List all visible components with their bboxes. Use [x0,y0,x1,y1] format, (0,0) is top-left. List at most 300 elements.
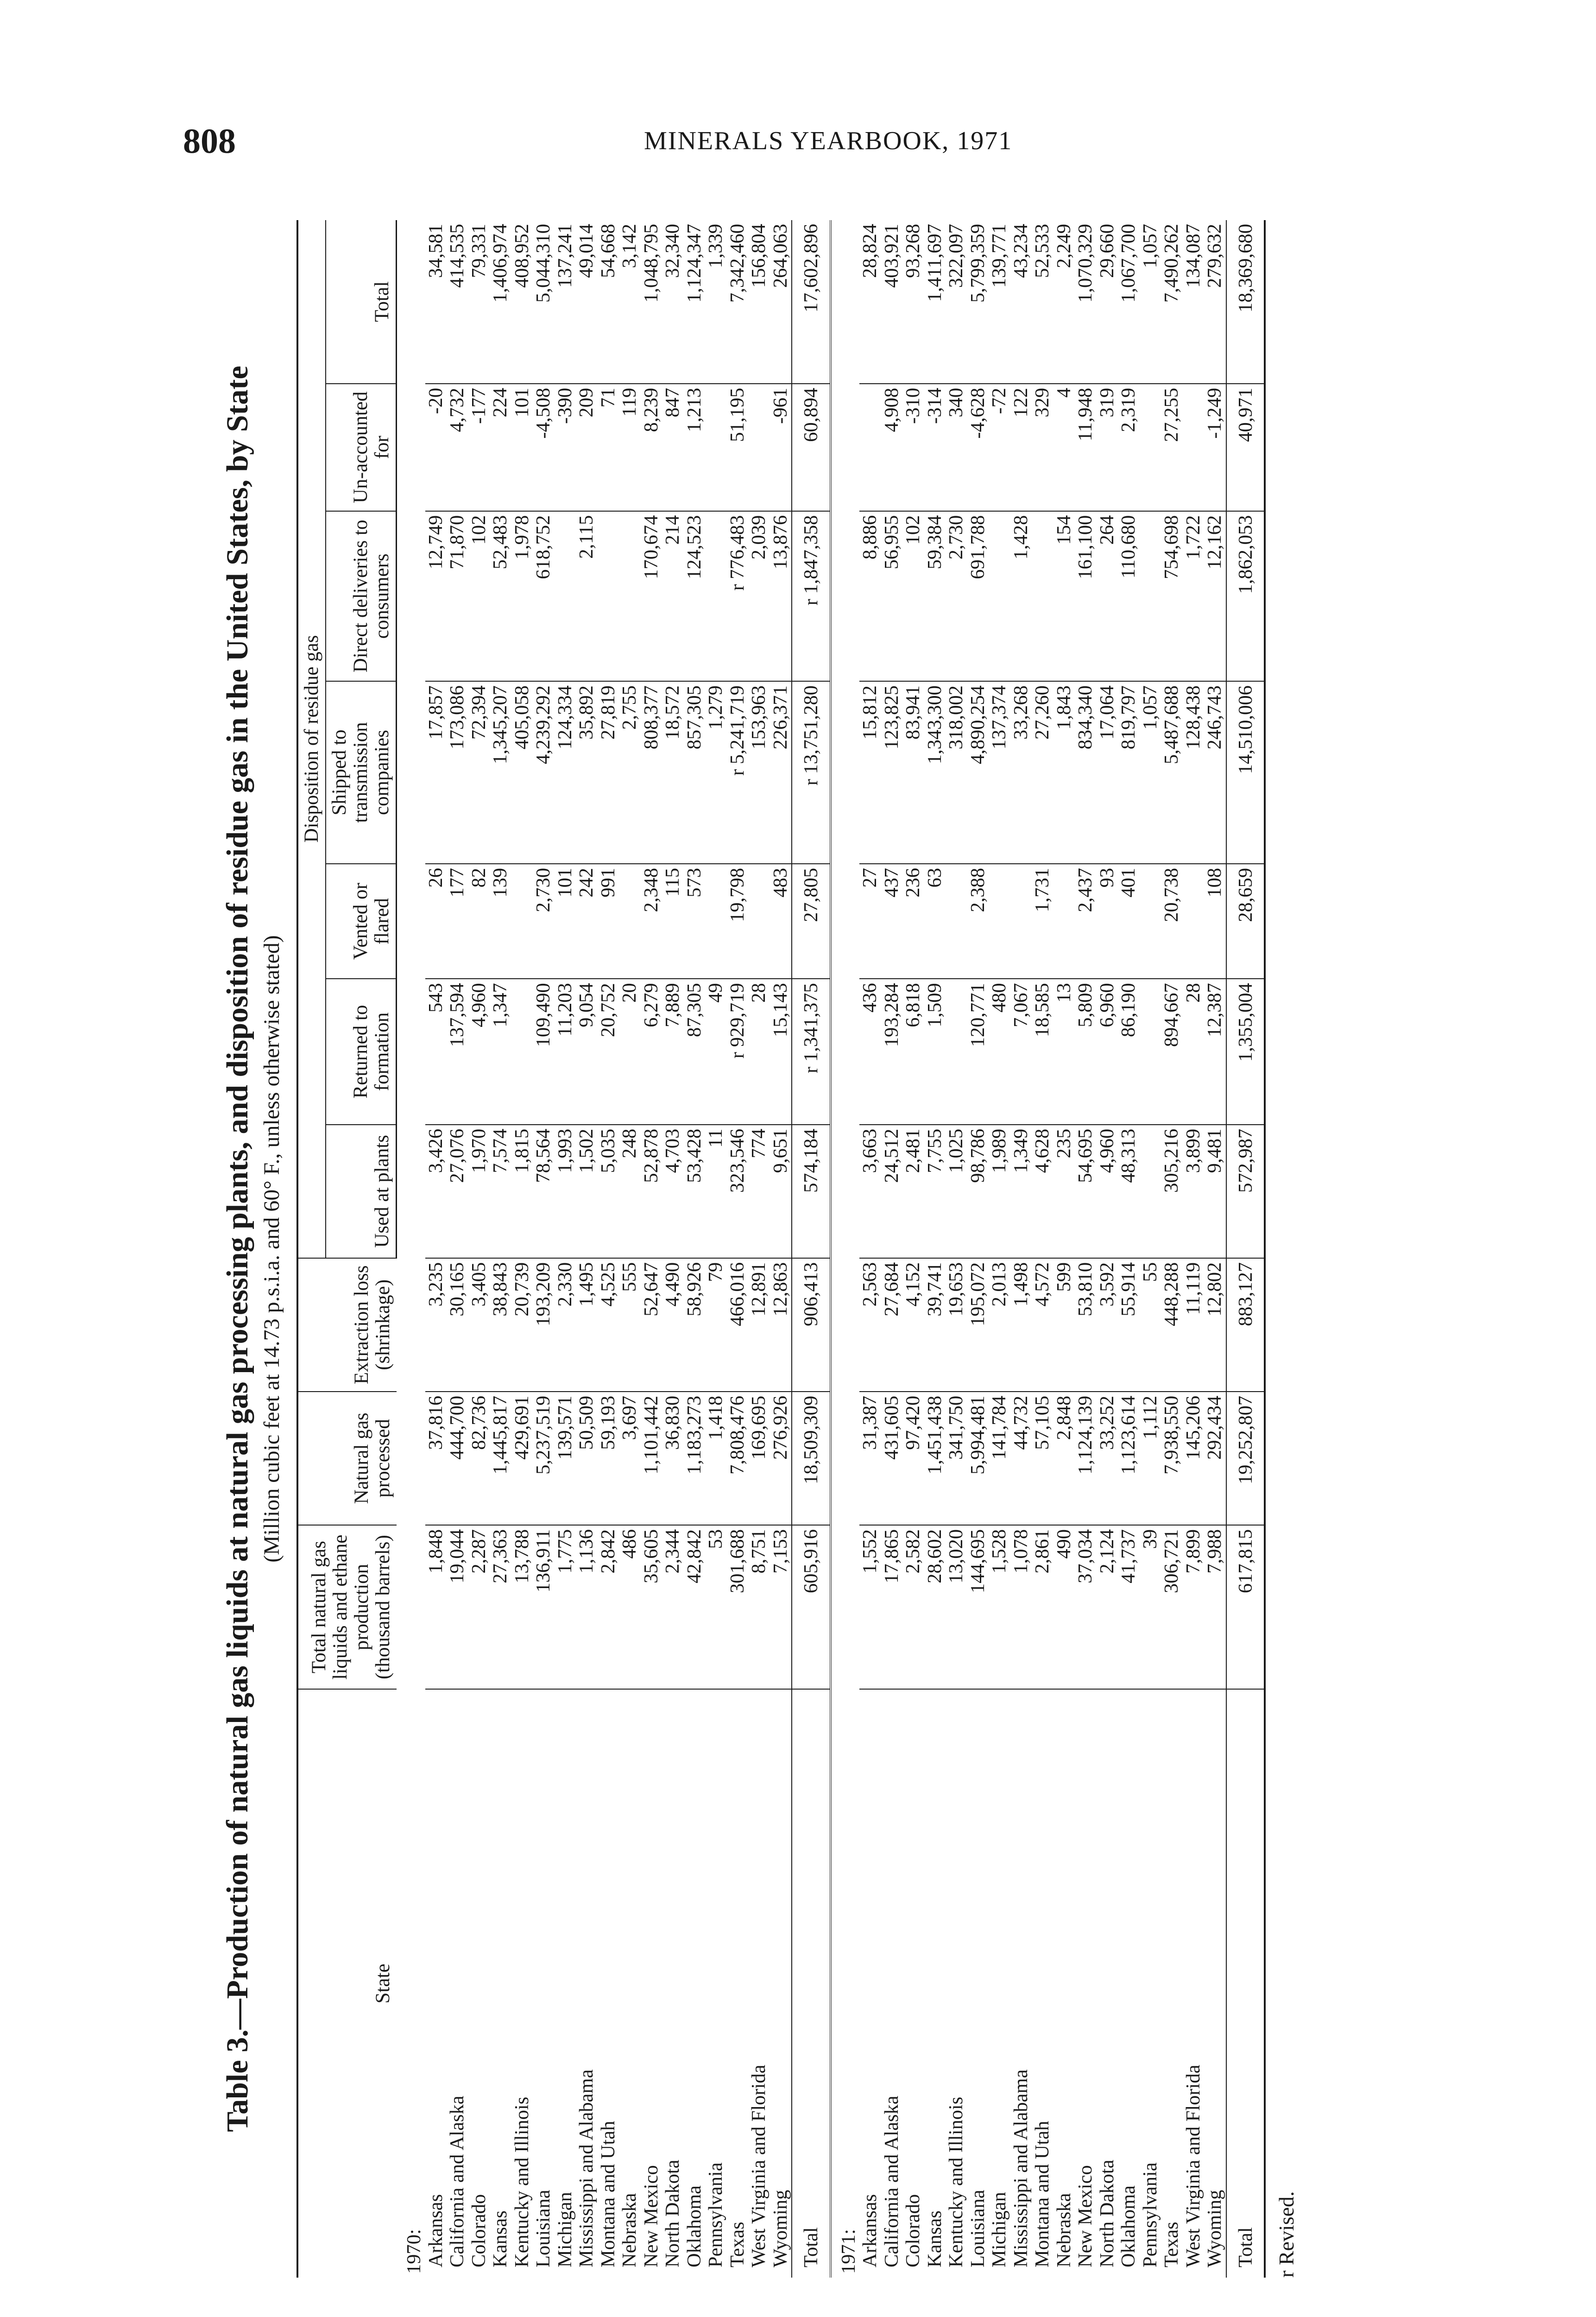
table-row [902,220,924,2278]
table-cell: 405,058 [511,681,533,864]
table-cell: 1,123,614 [1118,1392,1140,1525]
table-cell [748,864,770,979]
table-row [859,220,881,2278]
table-cell [989,864,1010,979]
header-returned: Returned to formation [326,979,397,1125]
state-name: Colorado [902,2194,924,2267]
table-cell: 59,193 [598,1392,619,1525]
table-cell: 54,695 [1075,1125,1097,1258]
table-cell [946,864,967,979]
table-cell: 341,750 [946,1392,967,1525]
table-cell [1140,511,1161,681]
table-cell: -314 [924,384,946,511]
total-cell: 18,509,309 [792,1392,831,1525]
total-cell: r 1,341,375 [792,979,831,1125]
table-cell: 44,732 [1010,1392,1032,1525]
table-cell: 2,755 [619,681,641,864]
table-cell: 1,070,329 [1075,220,1097,384]
table-cell: 52,483 [490,511,511,681]
table-cell: 248 [619,1125,641,1258]
table-cell: 86,190 [1118,979,1140,1125]
table-cell: 33,268 [1010,681,1032,864]
table-cell: 87,305 [684,979,706,1125]
table-cell: 4,960 [1097,1125,1118,1258]
header-used: Used at plants [326,1125,397,1258]
table-cell: 19,798 [727,864,749,979]
header-total: Total [326,220,397,384]
total-row [1226,220,1265,2278]
total-cell: 617,815 [1226,1525,1265,1689]
table-cell: 2,730 [946,511,967,681]
table-row [598,220,619,2278]
table-cell: 20,738 [1161,864,1183,979]
table-cell: 466,016 [727,1258,749,1392]
table-cell: 12,863 [770,1258,792,1392]
table-cell: 264,063 [770,220,792,384]
table-cell: 3,697 [619,1392,641,1525]
table-cell: 82 [468,864,490,979]
table-cell: 340 [946,384,967,511]
header-processed: Natural gas processed [297,1392,397,1525]
table-cell: 4,628 [1032,1125,1053,1258]
state-name: Colorado [467,2194,490,2267]
table-cell: 109,490 [533,979,555,1125]
table-row [641,220,662,2278]
total-cell: 906,413 [792,1258,831,1392]
table-cell: 93,268 [902,220,924,384]
year-label: 1971: [837,2229,859,2274]
header-extraction: Extraction loss (shrinkage) [297,1258,397,1392]
table-cell: 119 [619,384,641,511]
table-cell: 49,014 [576,220,598,384]
state-name: Mississippi and Alabama [1009,2069,1032,2267]
table-cell [1010,864,1032,979]
table-cell: 34,581 [425,220,447,384]
table-cell: 4,890,254 [967,681,989,864]
table-cell: 279,632 [1204,220,1226,384]
table-cell: 53 [705,1525,727,1689]
table-cell [705,384,727,511]
table-cell: 15,143 [770,979,792,1125]
table-cell: 137,374 [989,681,1010,864]
table-cell: 4,572 [1032,1258,1053,1392]
table-cell: 35,892 [576,681,598,864]
table-cell: 32,340 [662,220,684,384]
table-cell: 120,771 [967,979,989,1125]
table-cell: 27,684 [881,1258,903,1392]
table-cell: 55,914 [1118,1258,1140,1392]
table-cell: 7,490,262 [1161,220,1183,384]
table-cell: 39 [1140,1525,1161,1689]
table-cell: 1,445,817 [490,1392,511,1525]
table-cell: 5,487,688 [1161,681,1183,864]
table-cell: 110,680 [1118,511,1140,681]
state-name: Arkansas [859,2194,881,2267]
table-row [1053,220,1075,2278]
table-cell: 264 [1097,511,1118,681]
table-cell: -961 [770,384,792,511]
table-row [748,220,770,2278]
table-cell: 3,663 [859,1125,881,1258]
table-cell: 56,955 [881,511,903,681]
table-cell: 1,345,207 [490,681,511,864]
table-cell: 847 [662,384,684,511]
table-cell: 49 [705,979,727,1125]
table-cell: 28 [748,979,770,1125]
table-cell: 2,582 [902,1525,924,1689]
table-cell: 57,105 [1032,1392,1053,1525]
table-row [684,220,706,2278]
table-cell: 1,978 [511,511,533,681]
table-cell: 35,605 [641,1525,662,1689]
table-cell: 7,153 [770,1525,792,1689]
table-cell: 17,857 [425,681,447,864]
table-cell: 414,535 [447,220,468,384]
table-cell: 7,342,460 [727,220,749,384]
table-cell: 323,546 [727,1125,749,1258]
total-cell: 1,862,053 [1226,511,1265,681]
total-cell: r 1,847,358 [792,511,831,681]
table-cell [946,979,967,1125]
state-name: California and Alaska [880,2095,902,2267]
table-cell: -72 [989,384,1010,511]
table-cell: 33,252 [1097,1392,1118,1525]
table-cell: 2,842 [598,1525,619,1689]
total-cell: 572,987 [1226,1125,1265,1258]
table-cell: 71 [598,384,619,511]
table-cell: 82,736 [468,1392,490,1525]
table-cell: 28,602 [924,1525,946,1689]
table-cell: 4,703 [662,1125,684,1258]
table-cell: 1,406,974 [490,220,511,384]
table-cell: 1,124,139 [1075,1392,1097,1525]
total-cell: 605,916 [792,1525,831,1689]
table-cell: 13,876 [770,511,792,681]
table-cell: 17,865 [881,1525,903,1689]
table-cell: 156,804 [748,220,770,384]
header-shipped: Shipped to transmission companies [326,681,397,864]
table-cell: 54,668 [598,220,619,384]
total-cell: 17,602,896 [792,220,831,384]
table-cell: 12,802 [1204,1258,1226,1392]
total-row [792,220,831,2278]
table-cell: 7,889 [662,979,684,1125]
state-name: Pennsylvania [1139,2162,1161,2267]
state-name: New Mexico [640,2165,662,2267]
state-name: Kansas [489,2210,511,2267]
table-cell: 17,064 [1097,681,1118,864]
table-cell: 24,512 [881,1125,903,1258]
table-cell: 13 [1053,979,1075,1125]
table-cell: 51,195 [727,384,749,511]
table-cell: -390 [555,384,576,511]
table-cell: 1,428 [1010,511,1032,681]
table-cell: 4,152 [902,1258,924,1392]
table-cell: 5,799,359 [967,220,989,384]
table-cell [989,511,1010,681]
table-cell: 1,989 [989,1125,1010,1258]
table-cell: 12,387 [1204,979,1226,1125]
table-cell: -310 [902,384,924,511]
table-cell: 2,481 [902,1125,924,1258]
table-cell: 834,340 [1075,681,1097,864]
table-row [924,220,946,2278]
table-row [619,220,641,2278]
table-cell: 7,755 [924,1125,946,1258]
table-cell: 124,334 [555,681,576,864]
table-row [1075,220,1097,2278]
table-cell: 1,731 [1032,864,1053,979]
table-cell: 101 [555,864,576,979]
total-cell: 574,184 [792,1125,831,1258]
total-cell: 19,252,807 [1226,1392,1265,1525]
table-cell: 7,574 [490,1125,511,1258]
total-cell: 60,894 [792,384,831,511]
table-cell: 1,848 [425,1525,447,1689]
table-cell: 28 [1183,979,1205,1125]
table-cell [1140,384,1161,511]
state-name: Oklahoma [683,2185,705,2267]
table-cell: 691,788 [967,511,989,681]
table-cell: 27,255 [1161,384,1183,511]
table-cell: 13,788 [511,1525,533,1689]
table-cell: 1,057 [1140,681,1161,864]
table-cell: 599 [1053,1258,1075,1392]
table-cell: 136,911 [533,1525,555,1689]
table-cell: 173,086 [447,681,468,864]
table-cell: 15,812 [859,681,881,864]
table-cell: 819,797 [1118,681,1140,864]
table-cell: 27 [859,864,881,979]
table-cell: 4,490 [662,1258,684,1392]
table-cell: 573 [684,864,706,979]
table-row [555,220,576,2278]
table-cell: 1,025 [946,1125,967,1258]
table-cell: 1,279 [705,681,727,864]
table-row [576,220,598,2278]
table-cell: 12,162 [1204,511,1226,681]
table-cell: 27,363 [490,1525,511,1689]
state-name: Nebraska [1053,2193,1075,2267]
table-cell: 2,861 [1032,1525,1053,1689]
table-cell: 403,921 [881,220,903,384]
table-cell: 543 [425,979,447,1125]
table-cell: 2,249 [1053,220,1075,384]
table-cell: 144,695 [967,1525,989,1689]
table-cell: 808,377 [641,681,662,864]
table-cell: 9,651 [770,1125,792,1258]
table-cell: 11,203 [555,979,576,1125]
header-unaccounted: Un-accounted for [326,384,397,511]
state-name: Louisiana [532,2190,554,2267]
table-row [1204,220,1226,2278]
total-cell: 27,805 [792,864,831,979]
table-cell: 102 [468,511,490,681]
table-cell: -20 [425,384,447,511]
table-cell: 1,339 [705,220,727,384]
table-cell: 292,434 [1204,1392,1226,1525]
table-cell: 27,076 [447,1125,468,1258]
state-name: Oklahoma [1117,2185,1139,2267]
table-cell: 4,732 [447,384,468,511]
table-cell: 448,288 [1161,1258,1183,1392]
table-cell: 63 [924,864,946,979]
table-cell: 52,878 [641,1125,662,1258]
table-cell: 3,142 [619,220,641,384]
table-cell: 13,020 [946,1525,967,1689]
table-cell: 27,819 [598,681,619,864]
table-cell: 6,818 [902,979,924,1125]
table-cell: 52,647 [641,1258,662,1392]
table-cell [1140,1125,1161,1258]
page-number: 808 [183,122,236,161]
table-row [1118,220,1140,2278]
table-cell: 2,013 [989,1258,1010,1392]
table-cell: 93 [1097,864,1118,979]
table-cell: 1,343,300 [924,681,946,864]
table-cell: 8,751 [748,1525,770,1689]
table-cell: 11,948 [1075,384,1097,511]
table-cell: 6,279 [641,979,662,1125]
table-cell: 30,165 [447,1258,468,1392]
total-cell: 28,659 [1226,864,1265,979]
table-cell: r 5,241,719 [727,681,749,864]
table-cell: 115 [662,864,684,979]
footnote: r Revised. [1274,2191,1298,2278]
state-name: Kentucky and Illinois [945,2096,967,2267]
table-cell: 857,305 [684,681,706,864]
table-cell: 154 [1053,511,1075,681]
table-cell: 431,605 [881,1392,903,1525]
table-cell: 1,124,347 [684,220,706,384]
table-cell: 58,926 [684,1258,706,1392]
table-cell: -4,628 [967,384,989,511]
table-cell: 139 [490,864,511,979]
table-row [1097,220,1118,2278]
table-cell: 1,843 [1053,681,1075,864]
table-cell: 1,183,273 [684,1392,706,1525]
state-name: Kentucky and Illinois [511,2096,533,2267]
table-cell [511,864,533,979]
table-cell: 3,405 [468,1258,490,1392]
table-cell: 193,209 [533,1258,555,1392]
table-cell: 9,481 [1204,1125,1226,1258]
table-cell: 20 [619,979,641,1125]
table-cell: 276,926 [770,1392,792,1525]
table-cell [555,511,576,681]
table-cell: 2,330 [555,1258,576,1392]
table-cell [1183,384,1205,511]
state-name: Arkansas [424,2194,447,2267]
table-cell: 128,438 [1183,681,1205,864]
table-cell: 55 [1140,1258,1161,1392]
table-cell: 209 [576,384,598,511]
table-row [946,220,967,2278]
table-cell: 246,743 [1204,681,1226,864]
running-head: MINERALS YEARBOOK, 1971 [644,127,1013,155]
table-cell: 1,101,442 [641,1392,662,1525]
table-cell: 2,348 [641,864,662,979]
total-cell: 18,369,680 [1226,220,1265,384]
table-cell [705,511,727,681]
table-cell: 1,347 [490,979,511,1125]
table-cell: 26 [425,864,447,979]
table-cell: 1,528 [989,1525,1010,1689]
table-row [770,220,792,2278]
table-cell: 36,830 [662,1392,684,1525]
year-label: 1970: [403,2229,425,2274]
table-cell: 9,054 [576,979,598,1125]
table-cell: 108 [1204,864,1226,979]
table-row [425,220,447,2278]
table-cell: 437 [881,864,903,979]
table-cell: 7,938,550 [1161,1392,1183,1525]
table-cell: 3,235 [425,1258,447,1392]
table-row [662,220,684,2278]
table-cell: 3,426 [425,1125,447,1258]
table-cell: 1,349 [1010,1125,1032,1258]
table-cell: -1,249 [1204,384,1226,511]
table-cell: 1,067,700 [1118,220,1140,384]
table-cell: 5,035 [598,1125,619,1258]
table-cell: 124,523 [684,511,706,681]
table-cell: 6,960 [1097,979,1118,1125]
state-name: Wyoming [1204,2190,1225,2267]
total-cell: r 13,751,280 [792,681,831,864]
table-cell: 18,585 [1032,979,1053,1125]
table-cell: 11 [705,1125,727,1258]
table-cell: 12,749 [425,511,447,681]
year-row [397,220,425,2278]
table-cell: 19,044 [447,1525,468,1689]
table-cell: 5,994,481 [967,1392,989,1525]
table-cell: 2,563 [859,1258,881,1392]
table-cell: 78,564 [533,1125,555,1258]
table-cell: 1,970 [468,1125,490,1258]
table-cell: 195,072 [967,1258,989,1392]
header-disposition-group: Disposition of residue gas [297,220,326,1258]
table-cell: 48,313 [1118,1125,1140,1258]
state-name: Mississippi and Alabama [575,2069,597,2267]
table-cell: 490 [1053,1525,1075,1689]
table-cell: 1,509 [924,979,946,1125]
table-row [468,220,490,2278]
table-cell: 2,287 [468,1525,490,1689]
table-cell: 139,771 [989,220,1010,384]
table-row [727,220,749,2278]
table-row [533,220,555,2278]
table-cell: 1,815 [511,1125,533,1258]
state-name: North Dakota [662,2159,683,2267]
table-cell: 141,784 [989,1392,1010,1525]
table-cell: 408,952 [511,220,533,384]
table-cell: 170,674 [641,511,662,681]
table-cell: 52,533 [1032,220,1053,384]
state-name: Louisiana [966,2190,989,2267]
table-cell: 123,825 [881,681,903,864]
table-cell: 137,594 [447,979,468,1125]
table-cell: 226,371 [770,681,792,864]
table-row [705,220,727,2278]
table-cell: 28,824 [859,220,881,384]
table-row [881,220,903,2278]
table-cell: 480 [989,979,1010,1125]
table-cell: 161,100 [1075,511,1097,681]
table-cell: 4,525 [598,1258,619,1392]
rotated-table-block [218,220,1404,2278]
table-cell [1032,511,1053,681]
table-cell: 242 [576,864,598,979]
